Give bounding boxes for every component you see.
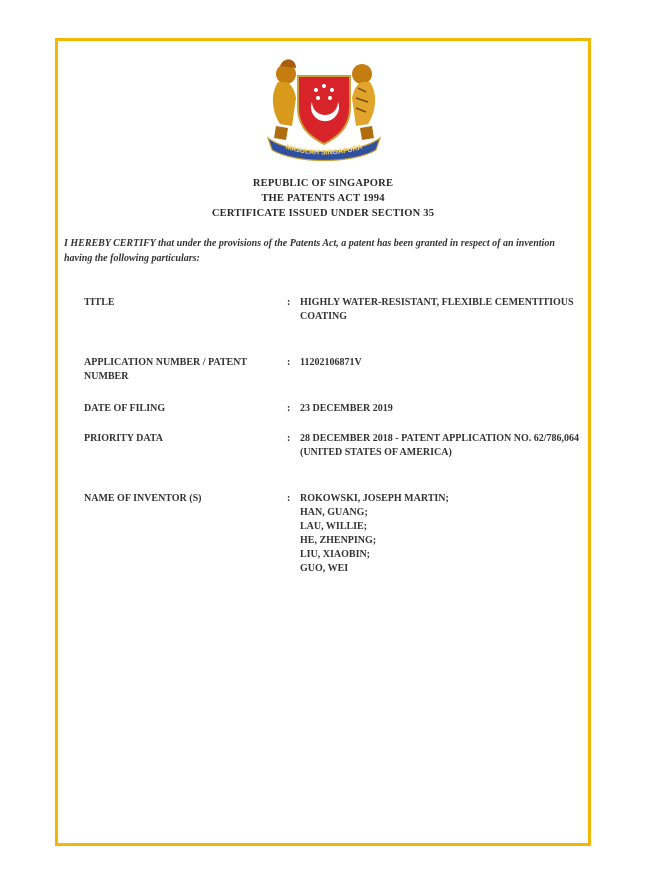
separator: : (287, 357, 291, 368)
shield-icon (298, 76, 350, 144)
separator: : (287, 433, 291, 444)
certification-statement (64, 236, 574, 266)
application-number-label: APPLICATION NUMBER / PATENT NUMBER (84, 357, 247, 382)
priority-data-value: 28 DECEMBER 2018 - PATENT APPLICATION NO. 62/786,064 (UNITED STATES OF AMERICA) (300, 433, 579, 458)
separator: : (287, 493, 291, 504)
inventor-name: ROKOWSKI, JOSEPH MARTIN; (300, 493, 449, 504)
header-line-section: CERTIFICATE ISSUED UNDER SECTION 35 (211, 208, 435, 219)
application-number-value: 11202106871V (300, 357, 362, 368)
filing-date-label: DATE OF FILING (84, 403, 166, 414)
inventor-name: LAU, WILLIE; (300, 521, 368, 532)
certificate-header (58, 176, 588, 221)
title-label: TITLE (84, 297, 115, 308)
inventor-name: HE, ZHENPING; (300, 535, 377, 546)
singapore-coat-of-arms-icon (262, 52, 386, 164)
separator: : (287, 297, 291, 308)
inventor-label: NAME OF INVENTOR (S) (84, 493, 202, 504)
priority-data-label: PRIORITY DATA (84, 433, 163, 444)
filing-date-value: 23 DECEMBER 2019 (300, 403, 393, 414)
title-value: HIGHLY WATER-RESISTANT, FLEXIBLE CEMENTITIOUS COATING (300, 297, 574, 322)
lion-left-icon (273, 59, 296, 140)
inventor-name: LIU, XIAOBIN; (300, 549, 371, 560)
inventor-name: GUO, WEI (300, 563, 349, 574)
tiger-right-icon (352, 64, 375, 140)
header-line-act: THE PATENTS ACT 1994 (261, 193, 385, 204)
certify-body: that under the provisions of the Patents Act, a patent has been granted in respect of an invention having the following particulars: (64, 238, 555, 264)
inventor-name: HAN, GUANG; (300, 507, 368, 518)
certify-emphasis: I HEREBY CERTIFY (64, 238, 156, 249)
header-line-republic: REPUBLIC OF SINGAPORE (252, 178, 394, 189)
inventor-list (300, 492, 580, 576)
separator: : (287, 403, 291, 414)
svg-text:MAJULAH SINGAPURA: MAJULAH SINGAPURA (284, 143, 364, 157)
